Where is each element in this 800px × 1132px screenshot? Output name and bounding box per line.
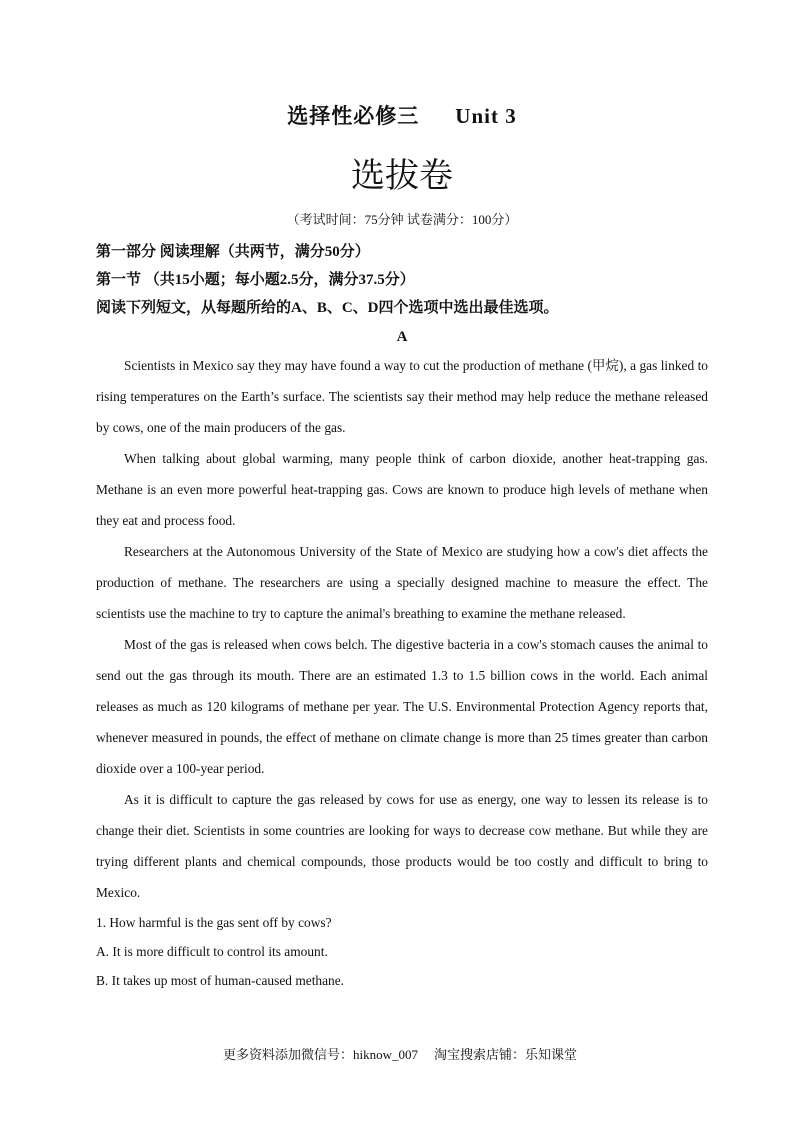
answer-option: B. It takes up most of human-caused methane. bbox=[96, 973, 345, 988]
passage-paragraph: Researchers at the Autonomous University of the State of Mexico are studying how a cow's diet affects the production of methane. The researchers are using a specially designed machine to measure the effect. The scientists use the machine to try to capture the animal's breathing to examine the methane released. bbox=[96, 544, 708, 621]
subtitle-course: 选择性必修三 bbox=[287, 104, 420, 128]
passage-label: A bbox=[396, 329, 408, 345]
document-subtitle bbox=[96, 100, 708, 132]
passage-paragraph: Most of the gas is released when cows belch. The digestive bacteria in a cow's stomach causes the animal to send out the gas through its mouth. There are an estimated 1.3 to 1.5 billion cows in the world. Each animal releases as much as 120 kilograms of methane per year. The U.S. Environmental Protection Agency reports that, whenever measured in pounds, the effect of methane on climate change is more than 25 times greater than carbon dioxide over a 100-year period. bbox=[96, 637, 708, 776]
answer-option: A. It is more difficult to control its amount. bbox=[96, 944, 328, 959]
document-title: 选拔卷 bbox=[351, 156, 453, 196]
subtitle-unit: Unit 3 bbox=[455, 104, 517, 128]
question-stem: 1. How harmful is the gas sent off by cows? bbox=[96, 915, 332, 930]
footer-shop: 淘宝搜索店铺：乐知课堂 bbox=[434, 1047, 578, 1062]
page-footer bbox=[0, 1045, 800, 1065]
section-heading: 第一节 （共15小题；每小题2.5分，满分37.5分） bbox=[96, 272, 415, 288]
passage-paragraph: Scientists in Mexico say they may have found a way to cut the production of methane (甲烷), a gas linked to rising temperatures on the Earth’s surface. The scientists say their method may help reduce the methane released by cows, one of the main producers of the gas. bbox=[96, 358, 708, 435]
exam-info: （考试时间：75分钟 试卷满分：100分） bbox=[286, 212, 518, 227]
passage-paragraph: As it is difficult to capture the gas released by cows for use as energy, one way to lessen its release is to change their diet. Scientists in some countries are looking for ways to decrease cow methane. But while they are trying different plants and chemical compounds, those products would be too costly and difficult to bring to Mexico. bbox=[96, 792, 708, 900]
instruction-text: 阅读下列短文，从每题所给的A、B、C、D四个选项中选出最佳选项。 bbox=[96, 300, 559, 316]
document-page bbox=[96, 100, 708, 995]
footer-wechat: 更多资料添加微信号：hiknow_007 bbox=[222, 1047, 418, 1062]
passage-paragraph: When talking about global warming, many people think of carbon dioxide, another heat-trapping gas. Methane is an even more powerful heat-trapping gas. Cows are known to produce high levels of methane when they eat and process food. bbox=[96, 451, 708, 528]
part-heading: 第一部分 阅读理解（共两节，满分50分） bbox=[96, 244, 370, 260]
